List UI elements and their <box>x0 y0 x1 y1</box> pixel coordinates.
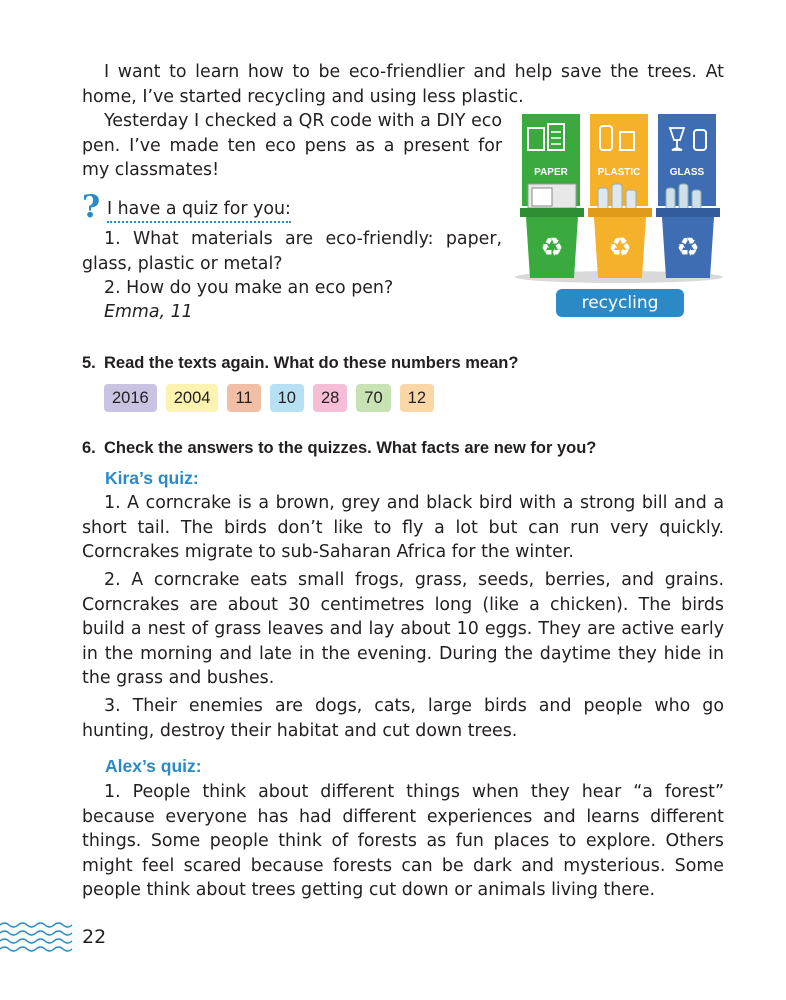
kira-answer-2: 2. A corncrake eats small frogs, grass, seeds, berries, and grains. Corncrakes are about 30 centimetres long (like a chicken). The birds build a nest of grass leaves and lay about 10 eggs. They are active early in the morning and late in the evening. During the daytime they hide in the grass and bushes. <box>82 570 724 688</box>
number-chips <box>104 384 434 412</box>
kira-answer-3: 3. Their enemies are dogs, cats, large birds and people who go hunting, destroy their habitat and cut down trees. <box>82 696 724 741</box>
alex-quiz-heading: Alex’s quiz: <box>105 756 202 776</box>
wave-decoration-icon <box>0 920 76 952</box>
quiz-heading: I have a quiz for you: <box>107 197 291 223</box>
emma-question-2: 2. How do you make an eco pen? <box>104 278 394 298</box>
quiz-heading-line <box>82 189 312 225</box>
recycling-caption: recycling <box>556 289 684 317</box>
task-5-number: 5. <box>82 354 96 372</box>
kira-answer-1: 1. A corncrake is a brown, grey and black bird with a strong bill and a short tail. The birds don’t like to fly a lot but can run very quickly. Corncrakes migrate to sub-Saharan Africa for the winter. <box>82 493 724 562</box>
number-chip: 28 <box>313 384 347 412</box>
number-chip: 2016 <box>104 384 157 412</box>
task-6-text: Check the answers to the quizzes. What facts are new for you? <box>104 439 597 457</box>
question-mark-icon: ? <box>82 189 101 225</box>
glass-bin-label: GLASS <box>669 167 705 178</box>
emma-question-1: 1. What materials are eco-friendly: paper, glass, plastic or metal? <box>82 229 502 274</box>
number-chip: 11 <box>227 384 260 412</box>
glass-bin <box>656 114 720 278</box>
signature: Emma, 11 <box>104 302 193 322</box>
recycling-bins-illustration <box>514 112 724 284</box>
alex-answer-1: 1. People think about different things when they hear “a forest” because everyone has had different experiences and learns different things. Some people think of forests as fun places to explore. Others might feel scared because forests can be dark and mysterious. Some people think about trees getting cut down or animals living there. <box>82 782 724 900</box>
kira-quiz-heading: Kira’s quiz: <box>105 468 199 488</box>
paper-bin <box>520 114 584 278</box>
task-6-instruction <box>82 437 596 459</box>
glass-recycle-icon: ♻ <box>676 233 700 263</box>
task-6-number: 6. <box>82 439 96 457</box>
task-5-text: Read the texts again. What do these numbers mean? <box>104 354 519 372</box>
plastic-recycle-icon: ♻ <box>608 233 632 263</box>
page-number: 22 <box>82 926 107 948</box>
plastic-bin <box>588 114 652 278</box>
number-chip: 2004 <box>166 384 219 412</box>
task-5-instruction <box>82 352 518 374</box>
paper-bin-label: PAPER <box>534 167 568 178</box>
intro-paragraph-1: I want to learn how to be eco-friendlier and help save the trees. At home, I’ve started recycling and using less plastic. <box>82 62 724 107</box>
paper-recycle-icon: ♻ <box>540 233 564 263</box>
plastic-bin-label: PLASTIC <box>597 167 641 178</box>
number-chip: 10 <box>270 384 304 412</box>
number-chip: 12 <box>400 384 434 412</box>
number-chip: 70 <box>356 384 390 412</box>
intro-paragraph-2: Yesterday I checked a QR code with a DIY eco pen. I’ve made ten eco pens as a present for my classmates! <box>82 111 502 180</box>
